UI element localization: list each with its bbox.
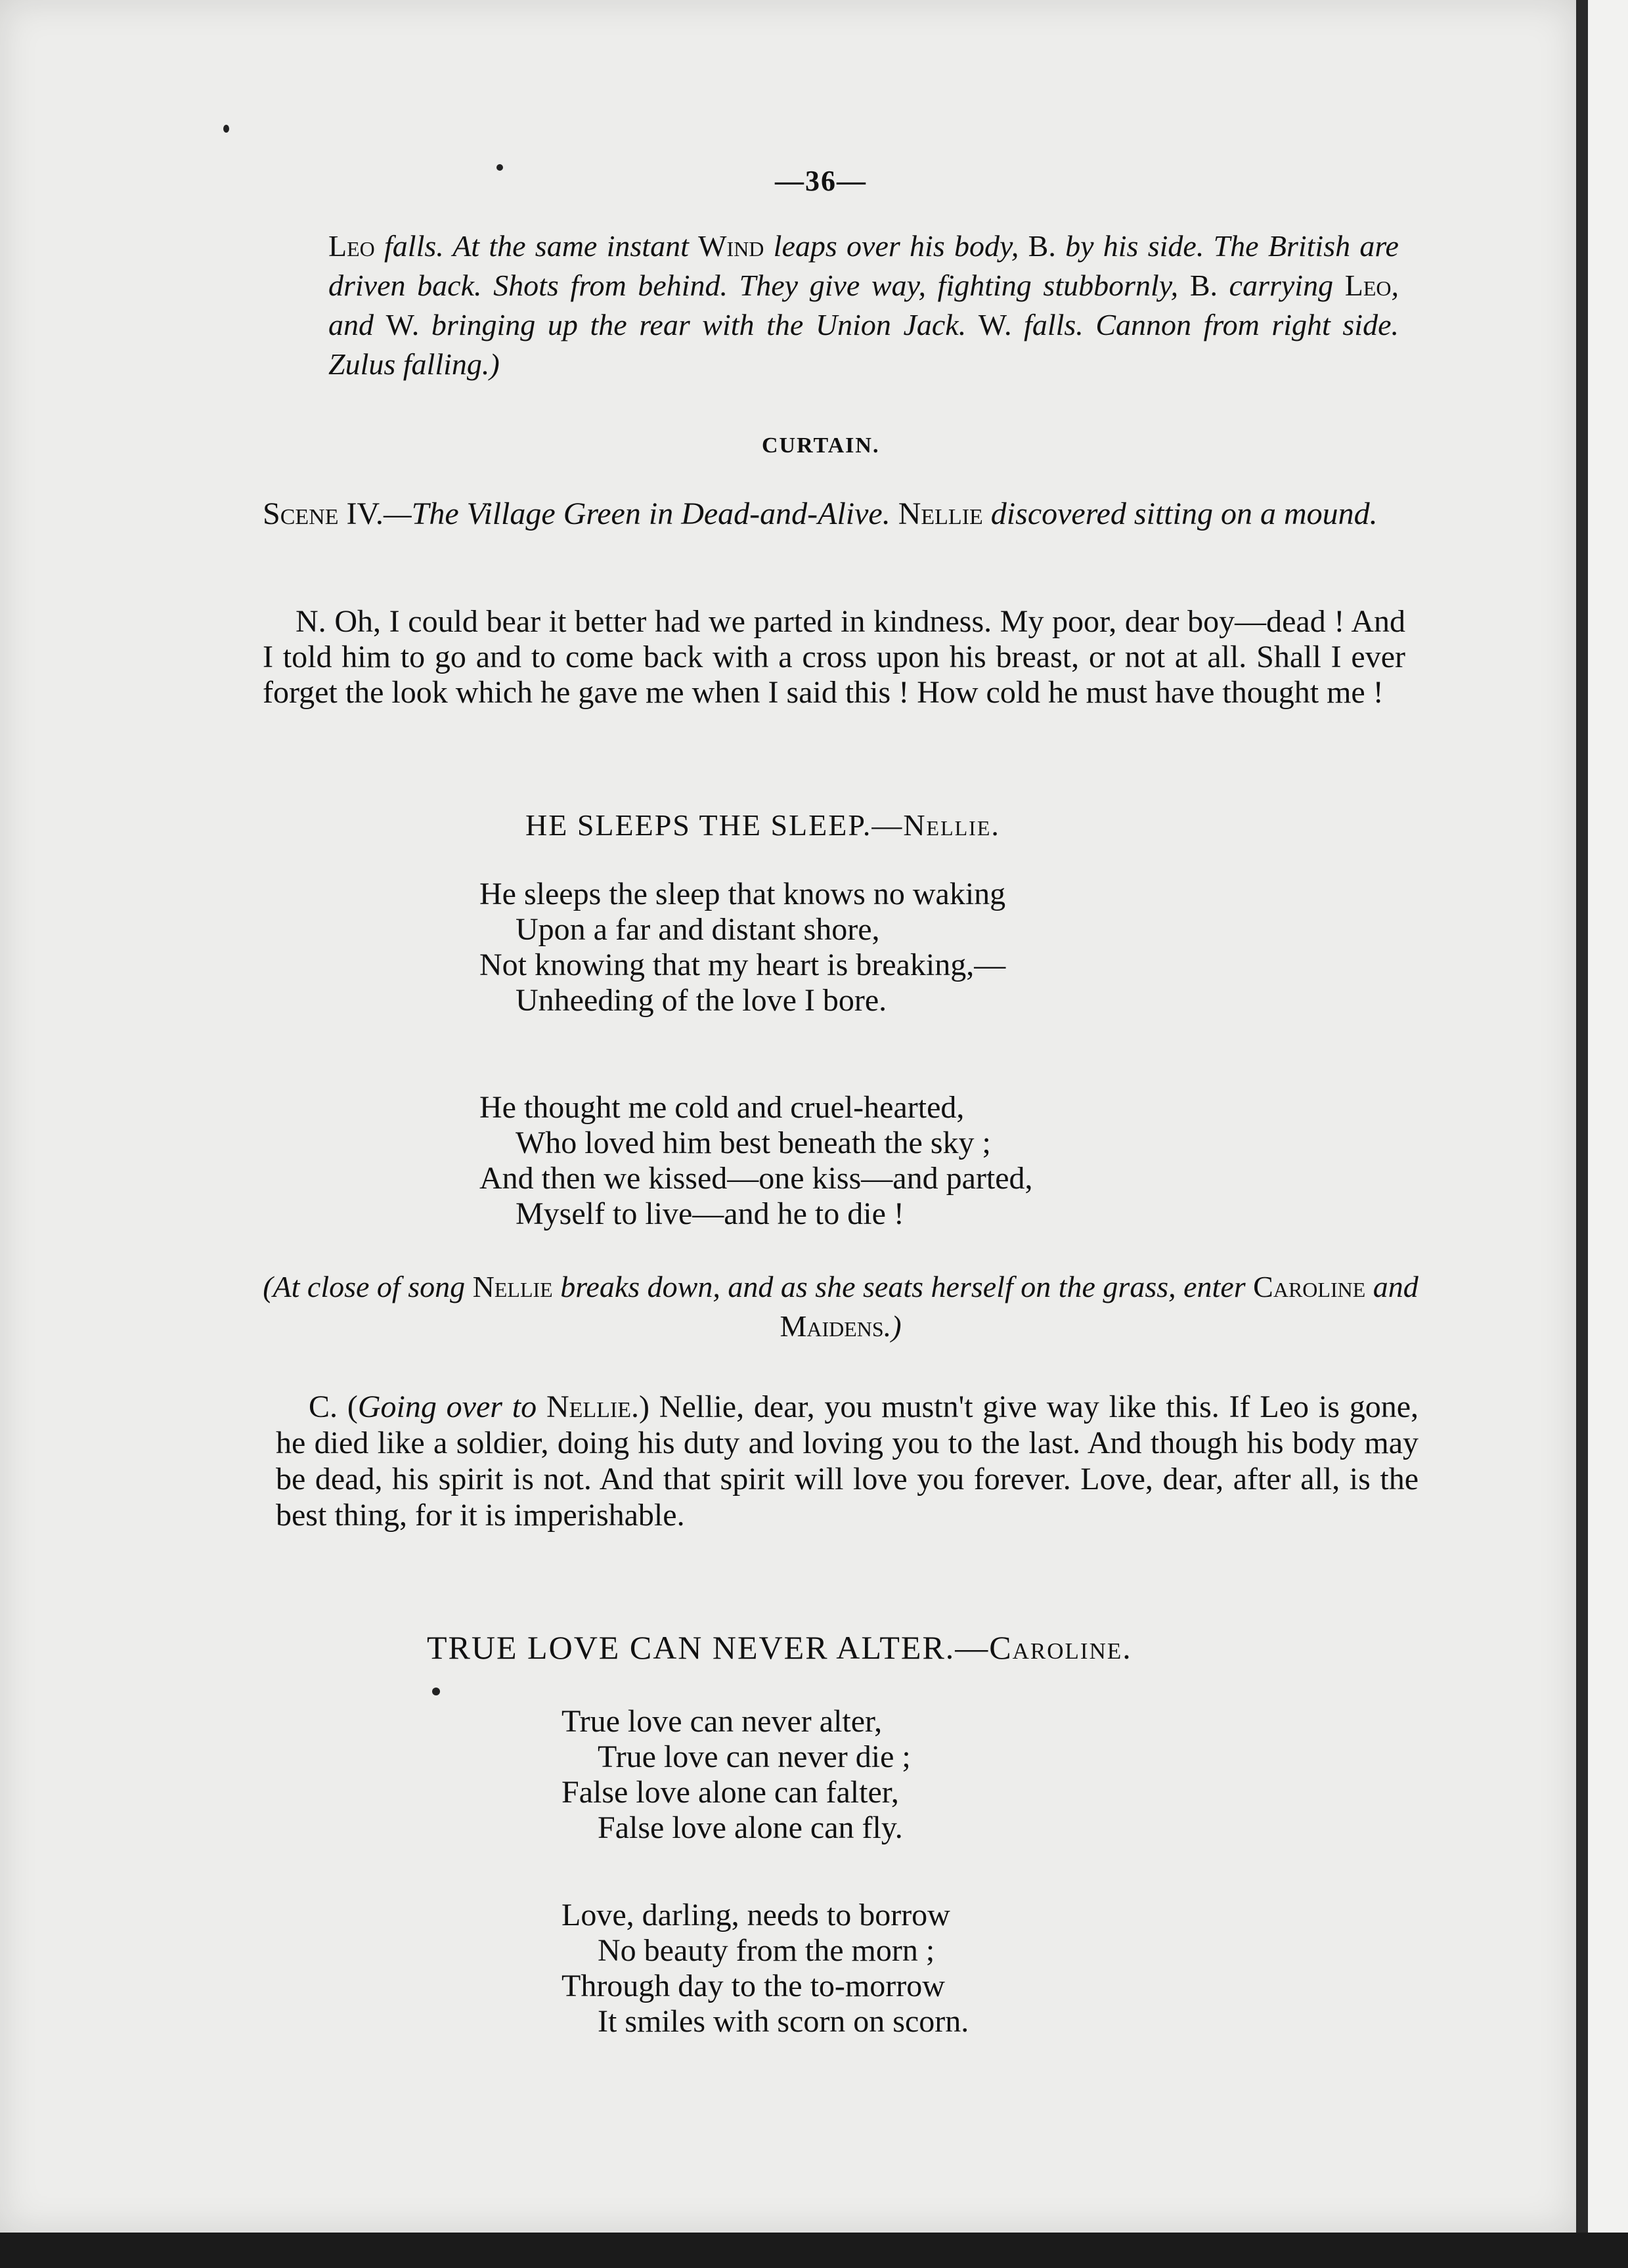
direction-text: , and <box>328 269 1399 341</box>
song-verse <box>479 1090 1033 1232</box>
verse-line: False love alone can fly. <box>598 1810 903 1845</box>
verse-line: Not knowing that my heart is breaking,— <box>479 948 1006 982</box>
song-verse <box>561 1898 969 2039</box>
direction-text: .) <box>883 1309 902 1343</box>
direction-text: bringing up the rear with the <box>419 308 816 341</box>
ink-speck <box>223 125 229 133</box>
speech-text: .) Nellie, dear, you mustn't give way like this. If Leo is gone, he died like a soldier, doing his duty and loving you to the last. And though his body may be dead, his spirit is not. And that spirit will love you forever. Love, dear, after all, is the best thing, for it is imperishable. <box>276 1389 1419 1533</box>
scene-label: Scene IV. <box>263 496 384 531</box>
direction-text: breaks down, and as she seats herself on the grass, enter <box>552 1270 1254 1303</box>
character-initial: B. <box>1189 269 1218 302</box>
character-name: Nellie <box>898 496 983 531</box>
character-name: Leo <box>328 229 375 263</box>
page-number: —36— <box>775 165 867 197</box>
song-verse <box>479 877 1005 1018</box>
singer-name: Nellie. <box>903 808 1000 842</box>
character-name: Leo <box>1344 269 1392 302</box>
ink-speck <box>432 1688 440 1695</box>
song-title <box>525 808 1000 842</box>
speech-caroline <box>276 1389 1419 1533</box>
verse-line: And then we kissed—one kiss—and parted, <box>479 1161 1033 1196</box>
stage-direction <box>263 1267 1419 1346</box>
verse-line: False love alone can falter, <box>561 1775 899 1810</box>
verse-line: It smiles with scorn on scorn. <box>598 2004 969 2039</box>
direction-text: and <box>1365 1270 1419 1303</box>
speech-nellie: N. Oh, I could bear it better had we parted in kindness. My poor, dear boy—dead ! And I told him to go and to come back with a cross upon his breast, or not at all. Shall I ever forget the look which he gave me when I said this ! How cold he must have thought me ! <box>263 604 1405 710</box>
inline-direction: Going over to <box>357 1389 546 1424</box>
verse-line: True love can never alter, <box>561 1704 883 1739</box>
song-title-text: HE SLEEPS THE SLEEP.— <box>525 808 904 842</box>
song-title <box>427 1628 1132 1667</box>
character-initial: W. <box>385 308 420 341</box>
scene-setting: discovered sitting on a mound. <box>982 496 1378 531</box>
character-name: Nellie <box>472 1270 553 1303</box>
ink-speck <box>496 164 503 171</box>
direction-text: falls. Cannon from right side. Zulus falling.) <box>328 308 1399 381</box>
character-name: Nellie <box>546 1389 631 1424</box>
curtain-direction: CURTAIN. <box>762 433 880 458</box>
verse-line: He sleeps the sleep that knows no waking <box>479 877 1006 911</box>
scene-heading <box>263 492 1405 536</box>
direction-text: . <box>958 308 979 341</box>
direction-text: falls. At the same instant <box>374 229 699 263</box>
direction-text: (At close of song <box>263 1270 473 1303</box>
character-initial: W. <box>978 308 1012 341</box>
verse-line: Who loved him best beneath the sky ; <box>516 1125 991 1160</box>
character-name: Wind <box>698 229 764 263</box>
flag-name: Union Jack <box>815 308 959 341</box>
verse-line: Upon a far and distant shore, <box>516 912 880 947</box>
scan-border <box>0 2233 1628 2268</box>
stage-direction <box>328 227 1399 384</box>
adjacent-page-edge <box>1588 0 1628 2268</box>
song-title-text: TRUE LOVE CAN NEVER ALTER.— <box>427 1629 990 1666</box>
verse-line: Through day to the to-morrow <box>561 1969 945 2003</box>
direction-text: carrying <box>1218 269 1345 302</box>
character-name: Maidens <box>780 1309 884 1343</box>
verse-line: Myself to live—and he to die ! <box>516 1196 904 1231</box>
character-name: Caroline <box>1253 1270 1366 1303</box>
singer-name: Caroline. <box>989 1629 1132 1666</box>
verse-line: Unheeding of the love I bore. <box>516 983 887 1018</box>
verse-line: He thought me cold and cruel-hearted, <box>479 1090 965 1125</box>
direction-text: by his side. The British are driven back. Shots from behind. They give way, fighting stubbornly, <box>328 229 1399 302</box>
direction-text: leaps over his body, <box>764 229 1028 263</box>
song-verse <box>561 1704 911 1846</box>
verse-line: No beauty from the morn ; <box>598 1933 935 1968</box>
speaker-initial: C. ( <box>309 1389 358 1424</box>
character-initial: B. <box>1028 229 1056 263</box>
verse-line: True love can never die ; <box>598 1739 911 1774</box>
verse-line: Love, darling, needs to borrow <box>561 1898 950 1932</box>
scene-setting: —The Village Green in Dead-and-Alive. <box>383 496 898 531</box>
